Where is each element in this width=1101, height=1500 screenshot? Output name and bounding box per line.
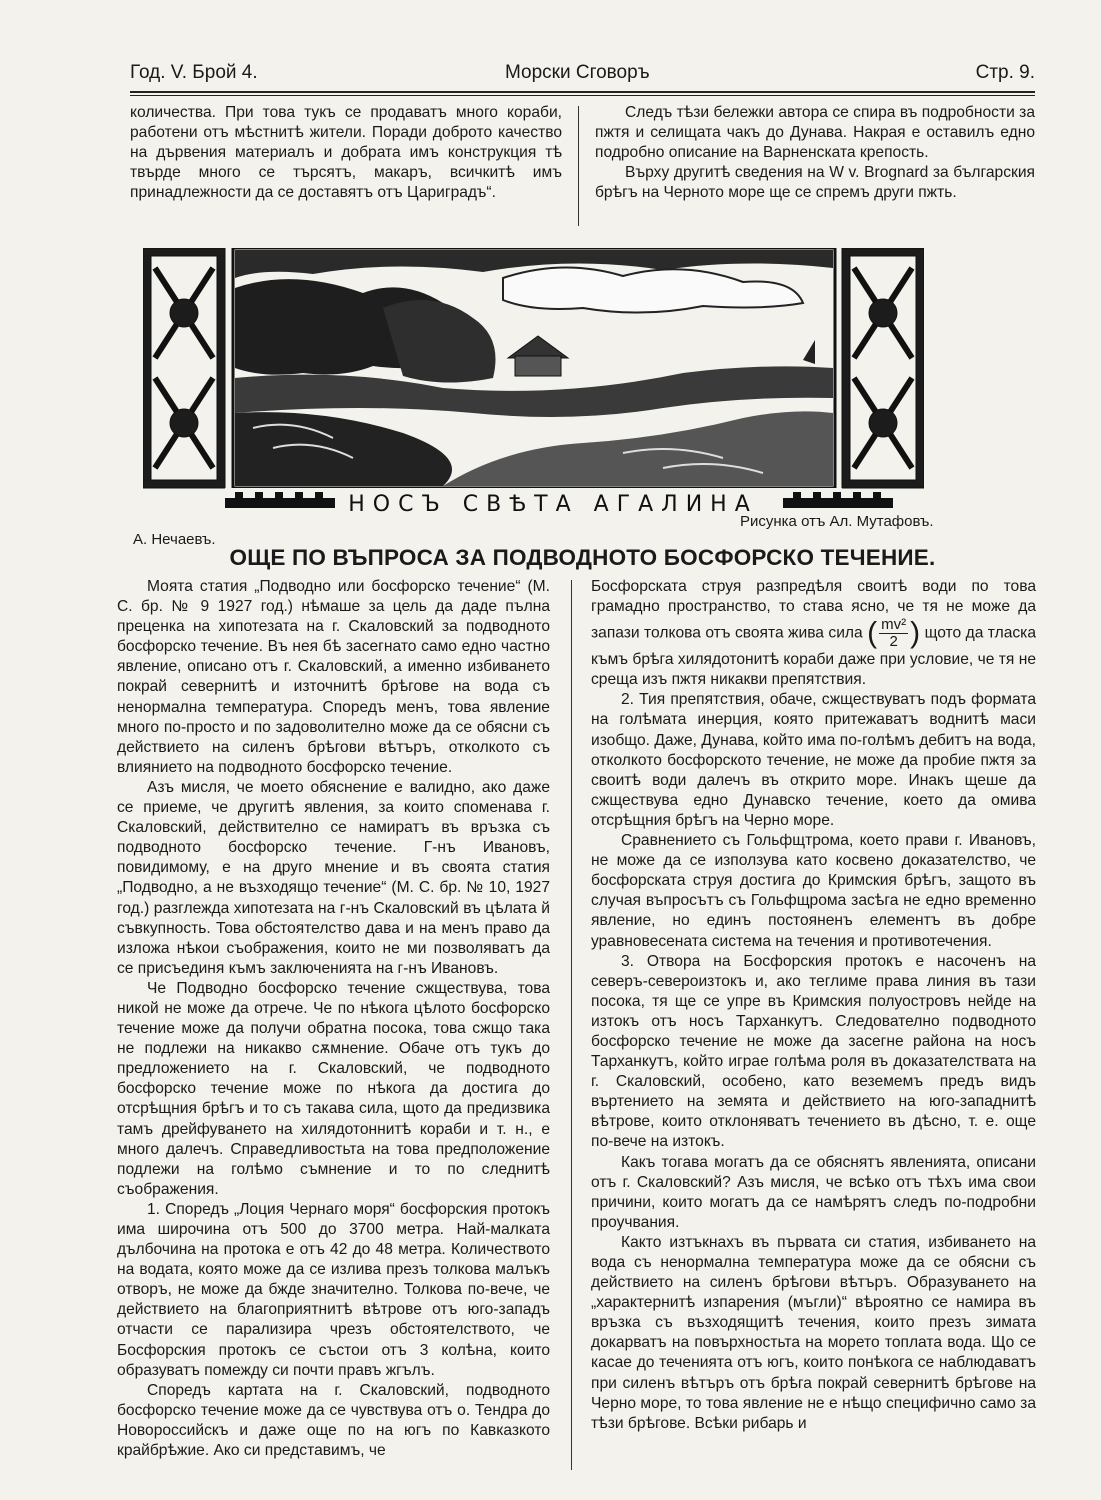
caption-ornament-right bbox=[783, 492, 893, 508]
top-right-column bbox=[595, 103, 1035, 203]
header-rule bbox=[130, 91, 1035, 93]
illustration-credit: Рисунка отъ Ал. Мутафовъ. bbox=[740, 513, 934, 530]
paragraph: Че Подводно босфорско течение сжществува, това никой не може да отрече. Че по нѣкога цѣлото босфорско течение може да получи обратна посока, това сжщо така не подлежи на никакво сѫмнение. Обаче отъ тукъ до предложението на г. Скаловский, че подводното босфорско течение може по нѣкога да достига до отсрѣщния брѣгъ и то съ такава сила, щото да предизвика тамъ дрейфуването на хилядотоннитѣ кораби и т. н., е много далечъ. Справедливостьта на това предположение подлежи на голѣмо съмнение и то по следнитѣ съображения. bbox=[117, 979, 550, 1198]
paragraph: Сравнението съ Гольфщтрома, което прави г. Ивановъ, не може да се използува като косвено доказателство, че босфорската струя достига до Кримския брѣгъ, защото въ случая въпросътъ съ Гольфщрома засѣга не едно временно явление, но единъ постояненъ елементъ въ добре уравновесената система на течения и противотечения. bbox=[591, 832, 1036, 950]
paragraph: 3. Отвора на Босфорския протокъ е насоченъ на северъ-североизтокъ и, ако теглиме права линия въ тази посока, тя ще се упре въ Кримския полуостровъ нейде на изтокъ отъ носъ Тарханкутъ. Следователно подводното босфорско течение не може да засегне района на носъ Тарханкутъ, който играе голѣма роля въ доказателствата на г. Скаловский, особено, като веземемъ предъ видъ въртението на земята и действието на юго-западнитѣ вѣтрове, които отклоняватъ течението въ дѣсно, т. е. още по-вече на изтокъ. bbox=[591, 952, 1036, 1151]
article-author: А. Нечаевъ. bbox=[133, 531, 216, 548]
paragraph: Какъ тогава могатъ да се обяснятъ явленията, описани отъ г. Скаловский? Азъ мисля, че всѣко отъ тѣхъ има свои причини, които могатъ да се намѣрятъ следъ по-подробни проучвания. bbox=[591, 1153, 1036, 1231]
caption-ornament-left bbox=[225, 492, 335, 508]
article-right-column bbox=[591, 577, 1036, 1434]
landscape-illustration bbox=[143, 248, 924, 516]
running-header bbox=[130, 58, 1035, 88]
journal-name: Морски Сговоръ bbox=[505, 62, 650, 83]
formula-denominator: 2 bbox=[889, 633, 898, 651]
issue-label: Год. V. Брой 4. bbox=[130, 62, 258, 83]
paragraph: 2. Тия препятствия, обаче, сжществуватъ подъ формата на голѣмата инерция, която притежаватъ воднитѣ маси изобщо. Даже, Дунава, който има по-голѣмъ дебитъ на вода, отколкото босфорското течение, не може да пробие пжтя за своитѣ води далечъ въ открито море. Инакъ щеше да сжществува едно Дунавско течение, което да омива отсрѣщния брѣгъ на Черно море. bbox=[591, 691, 1036, 829]
kinetic-energy-formula bbox=[879, 617, 908, 650]
page-number: Стр. 9. bbox=[975, 62, 1035, 83]
paragraph: Споредъ картата на г. Скаловский, подводното босфорско течение може да се чувствува отъ о. Тендра до Новороссийскъ и даже още по на югъ по Кавказкото крайбрѣжие. Ако си представимъ, че bbox=[117, 1381, 550, 1460]
paragraph-text: щото да тласка къмъ брѣга хилядотонитѣ кораби даже при условие, че тя не среща изъ пжтя никакви препятствия. bbox=[591, 624, 1037, 689]
illustration-caption: НОСЪ СВѢТА АГАЛИНА bbox=[348, 492, 758, 516]
header-rule-thin bbox=[130, 95, 1035, 96]
right-ornament bbox=[842, 248, 924, 488]
paragraph: Босфорската струя разпредѣля своитѣ води по това грамадно пространство, то става ясно, че тя не може да запази толкова отъ своята жива сила ( $\frac{\text{mv²}}{2}$ ) щото да тласка къмъ брѣга хилядотонитѣ кораби даже при условие, че тя не среща изъ пжтя никакви препятствия. bbox=[591, 578, 1037, 689]
paragraph: 1. Споредъ „Лоция Чернаго моря“ босфорския протокъ има широчина отъ 500 до 3700 метра. Най-малката дълбочина на протока е отъ 42 до 48 метра. Количеството на водата, която може да се излива презъ толкова малъкъ отворъ, не може да бжде значително. Толкова по-вече, че действието на благоприятнитѣ вѣтрове отъ юго-западъ отчасти се парализира чрезъ обстоятелството, че Босфорския протокъ се състои отъ 3 колѣна, които образуватъ помежду си почти правъ жгълъ. bbox=[117, 1200, 550, 1379]
paragraph: Моята статия „Подводно или босфорско течение“ (М. С. бр. № 9 1927 год.) нѣмаше за цель да даде пълна преценка на хипотезата на г. Скаловский за подводното босфорско течение. Въ нея бѣ засегнато само едно частно явление, описано отъ г. Скаловский, а именно избиването покрай севернитѣ и източнитѣ брѣгове на вода съ ненормална температура. Споредъ менъ, това явление много по-просто и по задоволително може да се обясни съ действието на силенъ брѣгови вѣтъръ, отколкото съ влиянието на подводното босфорско течение. bbox=[117, 578, 550, 776]
paragraph: Както изтъкнахъ въ първата си статия, избиването на вода съ ненормална температура може да се обясни съ действието на силенъ брѣгови вѣтъръ. Образуването на „характернитѣ изпарения (мъгли)“ вѣроятно се намира въ връзка съ възходящитѣ течения, които презъ зимата докарватъ на повърхностьта на морето топлата вода. Що се касае до теченията отъ югъ, които понѣкога се наблюдаватъ при силенъ вѣтъръ отъ брѣга покрай севернитѣ брѣгове на Черно море, то това явление не е нѣщо специфично само за тѣзи брѣгове. Всѣки рибарь и bbox=[591, 1233, 1036, 1432]
paragraph: Върху другитѣ сведения на W v. Brognard за българския брѣгъ на Черното море ще се спремъ други пжть. bbox=[595, 164, 1035, 202]
column-divider bbox=[571, 580, 572, 1470]
left-ornament bbox=[143, 248, 225, 488]
article-left-column bbox=[117, 577, 550, 1461]
paragraph-text: Босфорската струя разпредѣля своитѣ води по това грамадно пространство, то става ясно, че тя не може да запази толкова отъ своята жива сила bbox=[591, 578, 1036, 642]
paragraph: количества. При това тукъ се продаватъ много кораби, работени отъ мѣстнитѣ жители. Поради доброто качество на дървения материалъ и добрата имъ конструкция тѣ твърде много се търсятъ, макаръ, всичкитѣ имъ принадлежности да се доставятъ отъ Цариградъ“. bbox=[130, 104, 562, 202]
article-title: ОЩЕ ПО ВЪПРОСА ЗА ПОДВОДНОТО БОСФОРСКО ТЕЧЕНИЕ. bbox=[229, 545, 936, 570]
paragraph: Азъ мисля, че моето обяснение е валидно, ако даже се приеме, че другитѣ явления, за които споменава г. Скаловский, действително се намиратъ въ връзка съ подводното босфорско течение. Г-нъ Ивановъ, повидимому, е на друго мнение и въ своята статия „Подводно, а не възходящо течение“ (М. С. бр. № 10, 1927 год.) разглежда хипотезата на г-нъ Скаловский въ цѣлата й съвкупность. Това обстоятелство дава и на менъ право да изложа нѣкои съображения, които не ми позволяватъ да се присъединя къмъ заключенията на г-нъ Ивановъ. bbox=[117, 778, 550, 977]
paragraph: Следъ тѣзи бележки автора се спира въ подробности за пжтя и селищата чакъ до Дунава. Накрая е оставилъ едно подробно описание на Варненската крепость. bbox=[595, 104, 1035, 162]
formula-numerator: mv² bbox=[881, 616, 907, 634]
column-divider bbox=[578, 106, 579, 226]
top-left-column bbox=[130, 103, 562, 203]
